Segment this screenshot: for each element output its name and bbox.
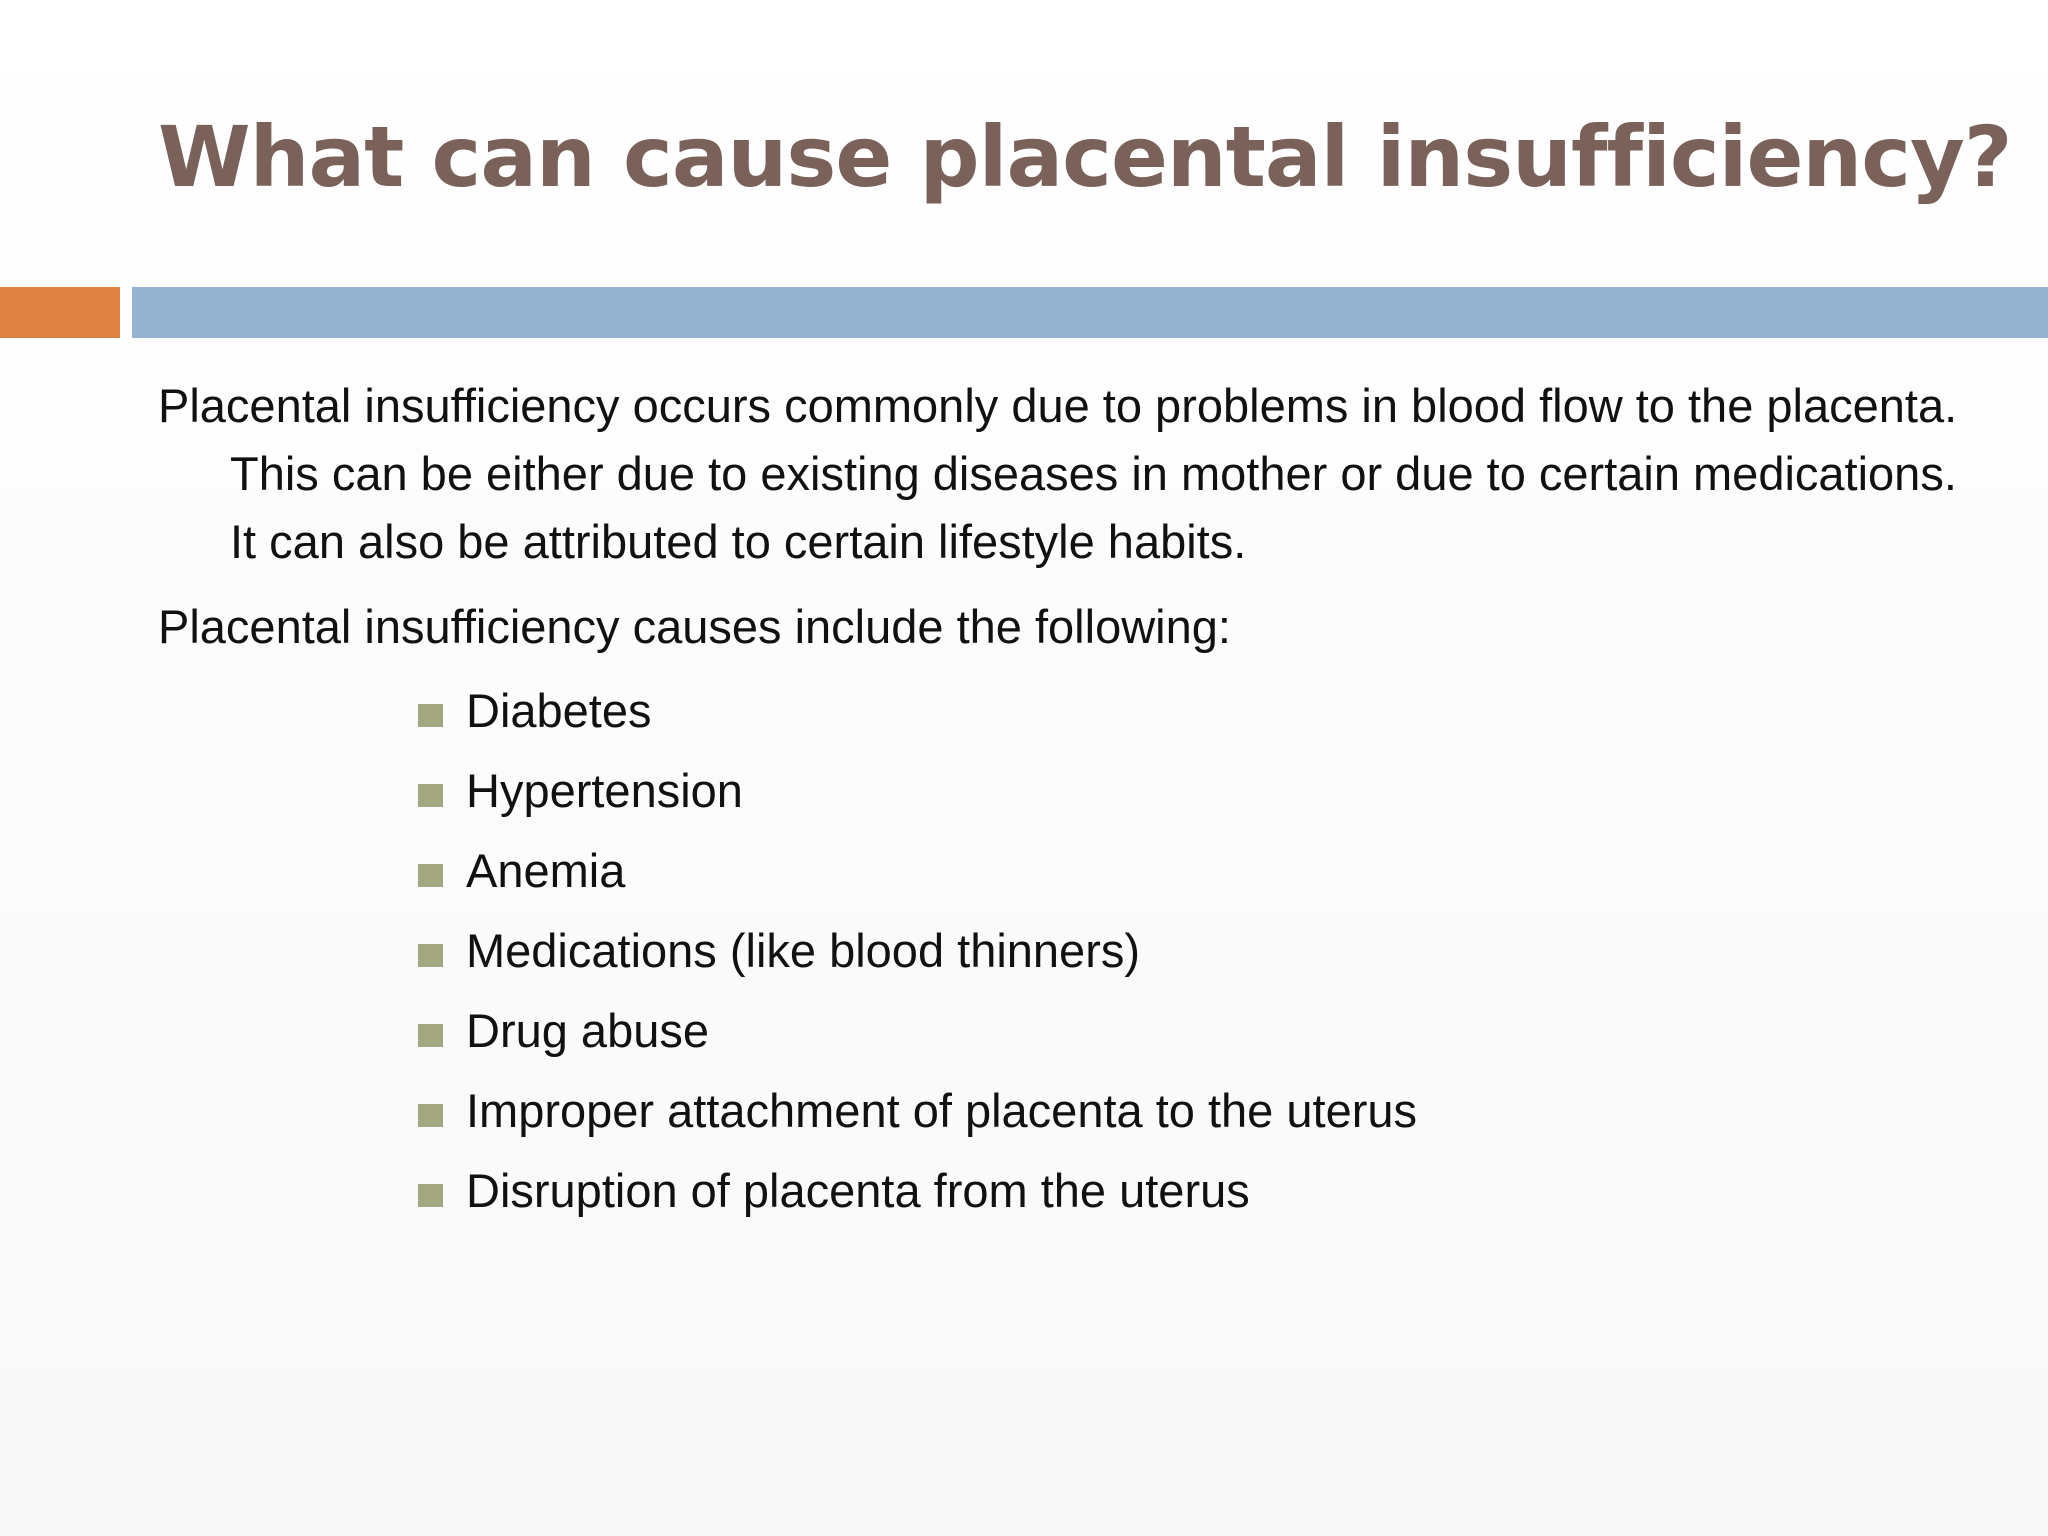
square-bullet-icon: [418, 1104, 443, 1127]
accent-bar-orange: [0, 287, 120, 338]
square-bullet-icon: [418, 864, 443, 887]
list-item: [418, 675, 1958, 755]
list-item: [418, 915, 1958, 995]
list-item: [418, 755, 1958, 835]
list-item-label: Hypertension: [466, 764, 743, 817]
slide-title: What can cause placental insufficiency?: [158, 108, 2012, 206]
list-item: [418, 1155, 1958, 1235]
list-item: [418, 835, 1958, 915]
list-item-label: Anemia: [466, 844, 626, 897]
square-bullet-icon: [418, 1184, 443, 1207]
accent-bar-blue: [132, 287, 2048, 338]
square-bullet-icon: [418, 704, 443, 727]
intro-paragraph: Placental insufficiency occurs commonly due to problems in blood flow to the placenta. This can be either due to existing diseases in mother or due to certain medications. It can also be attributed to certain lifestyle habits.: [158, 379, 1958, 568]
causes-list: [158, 675, 1958, 1235]
list-item-label: Improper attachment of placenta to the uterus: [466, 1084, 1417, 1137]
causes-intro-paragraph: Placental insufficiency causes include the following:: [158, 600, 1231, 653]
slide-content: [158, 372, 1958, 1235]
list-item: [418, 995, 1958, 1075]
list-item-label: Drug abuse: [466, 1004, 709, 1057]
square-bullet-icon: [418, 944, 443, 967]
list-item-label: Disruption of placenta from the uterus: [466, 1164, 1250, 1217]
square-bullet-icon: [418, 784, 443, 807]
list-item-label: Medications (like blood thinners): [466, 924, 1140, 977]
list-item-label: Diabetes: [466, 684, 652, 737]
square-bullet-icon: [418, 1024, 443, 1047]
list-item: [418, 1075, 1958, 1155]
